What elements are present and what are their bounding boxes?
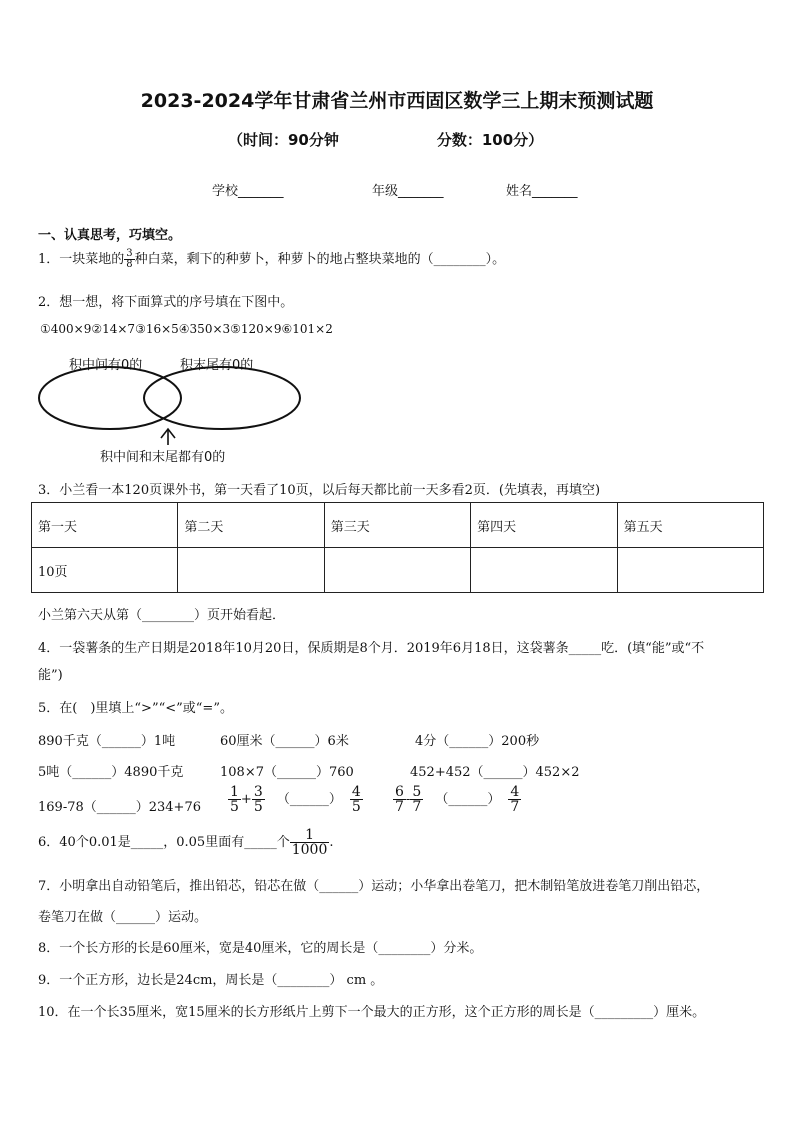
q5-item: 169-78（______）234+76	[38, 800, 201, 815]
q5-item: 5吨（______）4890千克	[38, 765, 184, 780]
q6-fraction	[290, 828, 330, 857]
numerator: 3	[253, 784, 263, 800]
table-header-cell: 第三天	[324, 503, 470, 548]
q2-expressions: ①400×9②14×7③16×5④350×3⑤120×9⑥101×2	[40, 322, 333, 336]
q5-item: 890千克（______）1吨	[38, 734, 176, 749]
q5-fraction-compare-1	[228, 785, 363, 814]
answer-blank: （______）	[435, 792, 501, 807]
q5-item: 452+452（______）452×2	[410, 765, 580, 780]
q3-followup: 小兰第六天从第（________）页开始看起．	[38, 608, 286, 623]
venn-right-ellipse	[144, 367, 300, 429]
table-cell	[617, 548, 763, 593]
denominator: 5	[351, 799, 361, 815]
school-field: 学校_______	[212, 184, 284, 199]
numerator: 4	[351, 784, 361, 800]
numerator: 1	[230, 784, 239, 800]
operator: -	[405, 792, 411, 807]
denominator: 7	[412, 799, 422, 815]
numerator: 1	[290, 828, 330, 843]
question-7-line1: 7．小明拿出自动铅笔后，推出铅芯，铅芯在做（______）运动；小华拿出卷笔刀，把木制铅笔放进卷笔刀削出铅芯，	[38, 879, 710, 894]
q5-item: 60厘米（______）6米	[220, 734, 349, 749]
table-cell	[471, 548, 617, 593]
table-header-cell: 第一天	[32, 503, 178, 548]
question-6	[38, 828, 334, 857]
q6-pre: 6．40个0.01是_____，0.05里面有_____个	[38, 835, 290, 850]
operator: +	[240, 792, 252, 807]
section-heading: 一、认真思考，巧填空。	[38, 228, 182, 243]
exam-time: （时间：90分钟	[228, 131, 339, 149]
numerator: 4	[510, 784, 520, 800]
q1-numerator: 3	[126, 248, 133, 259]
fraction	[228, 785, 241, 814]
venn-left-ellipse	[39, 367, 181, 429]
denominator: 5	[253, 799, 263, 815]
question-4-line2: 能”)	[38, 668, 63, 683]
question-10: 10．在一个长35厘米，宽15厘米的长方形纸片上剪下一个最大的正方形，这个正方形的周长是（_________）厘米。	[38, 1005, 706, 1020]
answer-blank: （______）	[276, 792, 342, 807]
fraction	[350, 785, 363, 814]
denominator: 5	[230, 799, 239, 815]
venn-right-label: 积末尾有0的	[180, 358, 254, 373]
venn-left-label: 积中间有0的	[69, 358, 143, 373]
fraction	[393, 785, 406, 814]
table-cell	[178, 548, 324, 593]
q5-item: 4分（______）200秒	[415, 734, 540, 749]
question-1	[38, 248, 505, 270]
q6-post: .	[329, 835, 334, 850]
name-field: 姓名_______	[506, 184, 578, 199]
question-4-line1: 4．一袋薯条的生产日期是2018年10月20日，保质期是8个月．2019年6月18日，这袋薯条_____吃．(填“能”或“不	[38, 641, 705, 656]
table-header-cell: 第五天	[617, 503, 763, 548]
numerator: 6	[395, 784, 404, 800]
question-3: 3．小兰看一本120页课外书，第一天看了10页，以后每天都比前一天多看2页．(先填表，再填空)	[38, 483, 601, 498]
question-7-line2: 卷笔刀在做（______）运动。	[38, 910, 208, 925]
exam-score: 分数：100分）	[436, 131, 544, 149]
denominator: 7	[510, 799, 520, 815]
question-5: 5．在( )里填上“>”“<”或“=”。	[38, 701, 233, 716]
q5-fraction-compare-2	[393, 785, 521, 814]
fraction	[508, 785, 521, 814]
q1-denominator: 8	[126, 259, 133, 270]
table-row	[32, 548, 764, 593]
question-2: 2．想一想，将下面算式的序号填在下图中。	[38, 295, 294, 310]
fraction	[252, 785, 265, 814]
grade-field: 年级_______	[372, 184, 444, 199]
table-cell	[324, 548, 470, 593]
exam-meta	[228, 129, 543, 150]
denominator: 1000	[291, 842, 328, 858]
question-9: 9．一个正方形，边长是24cm，周长是（________） cm 。	[38, 973, 384, 988]
q5-item: 108×7（______）760	[220, 765, 354, 780]
venn-bottom-label: 积中间和末尾都有0的	[100, 450, 226, 465]
numerator: 5	[412, 784, 422, 800]
question-8: 8．一个长方形的长是60厘米，宽是40厘米，它的周长是（________）分米。	[38, 941, 483, 956]
denominator: 7	[395, 799, 404, 815]
table-header-cell: 第四天	[471, 503, 617, 548]
fraction	[410, 785, 423, 814]
table-header-cell: 第二天	[178, 503, 324, 548]
q1-pre: 1．一块菜地的	[38, 252, 125, 267]
q1-fraction	[124, 249, 134, 270]
table-header-row	[32, 503, 764, 548]
table-cell: 10页	[32, 548, 178, 593]
page-title: 2023-2024学年甘肃省兰州市西固区数学三上期末预测试题	[140, 90, 654, 112]
q1-post: 种白菜，剩下的种萝卜，种萝卜的地占整块菜地的（________）。	[134, 252, 506, 267]
reading-table	[31, 502, 764, 593]
